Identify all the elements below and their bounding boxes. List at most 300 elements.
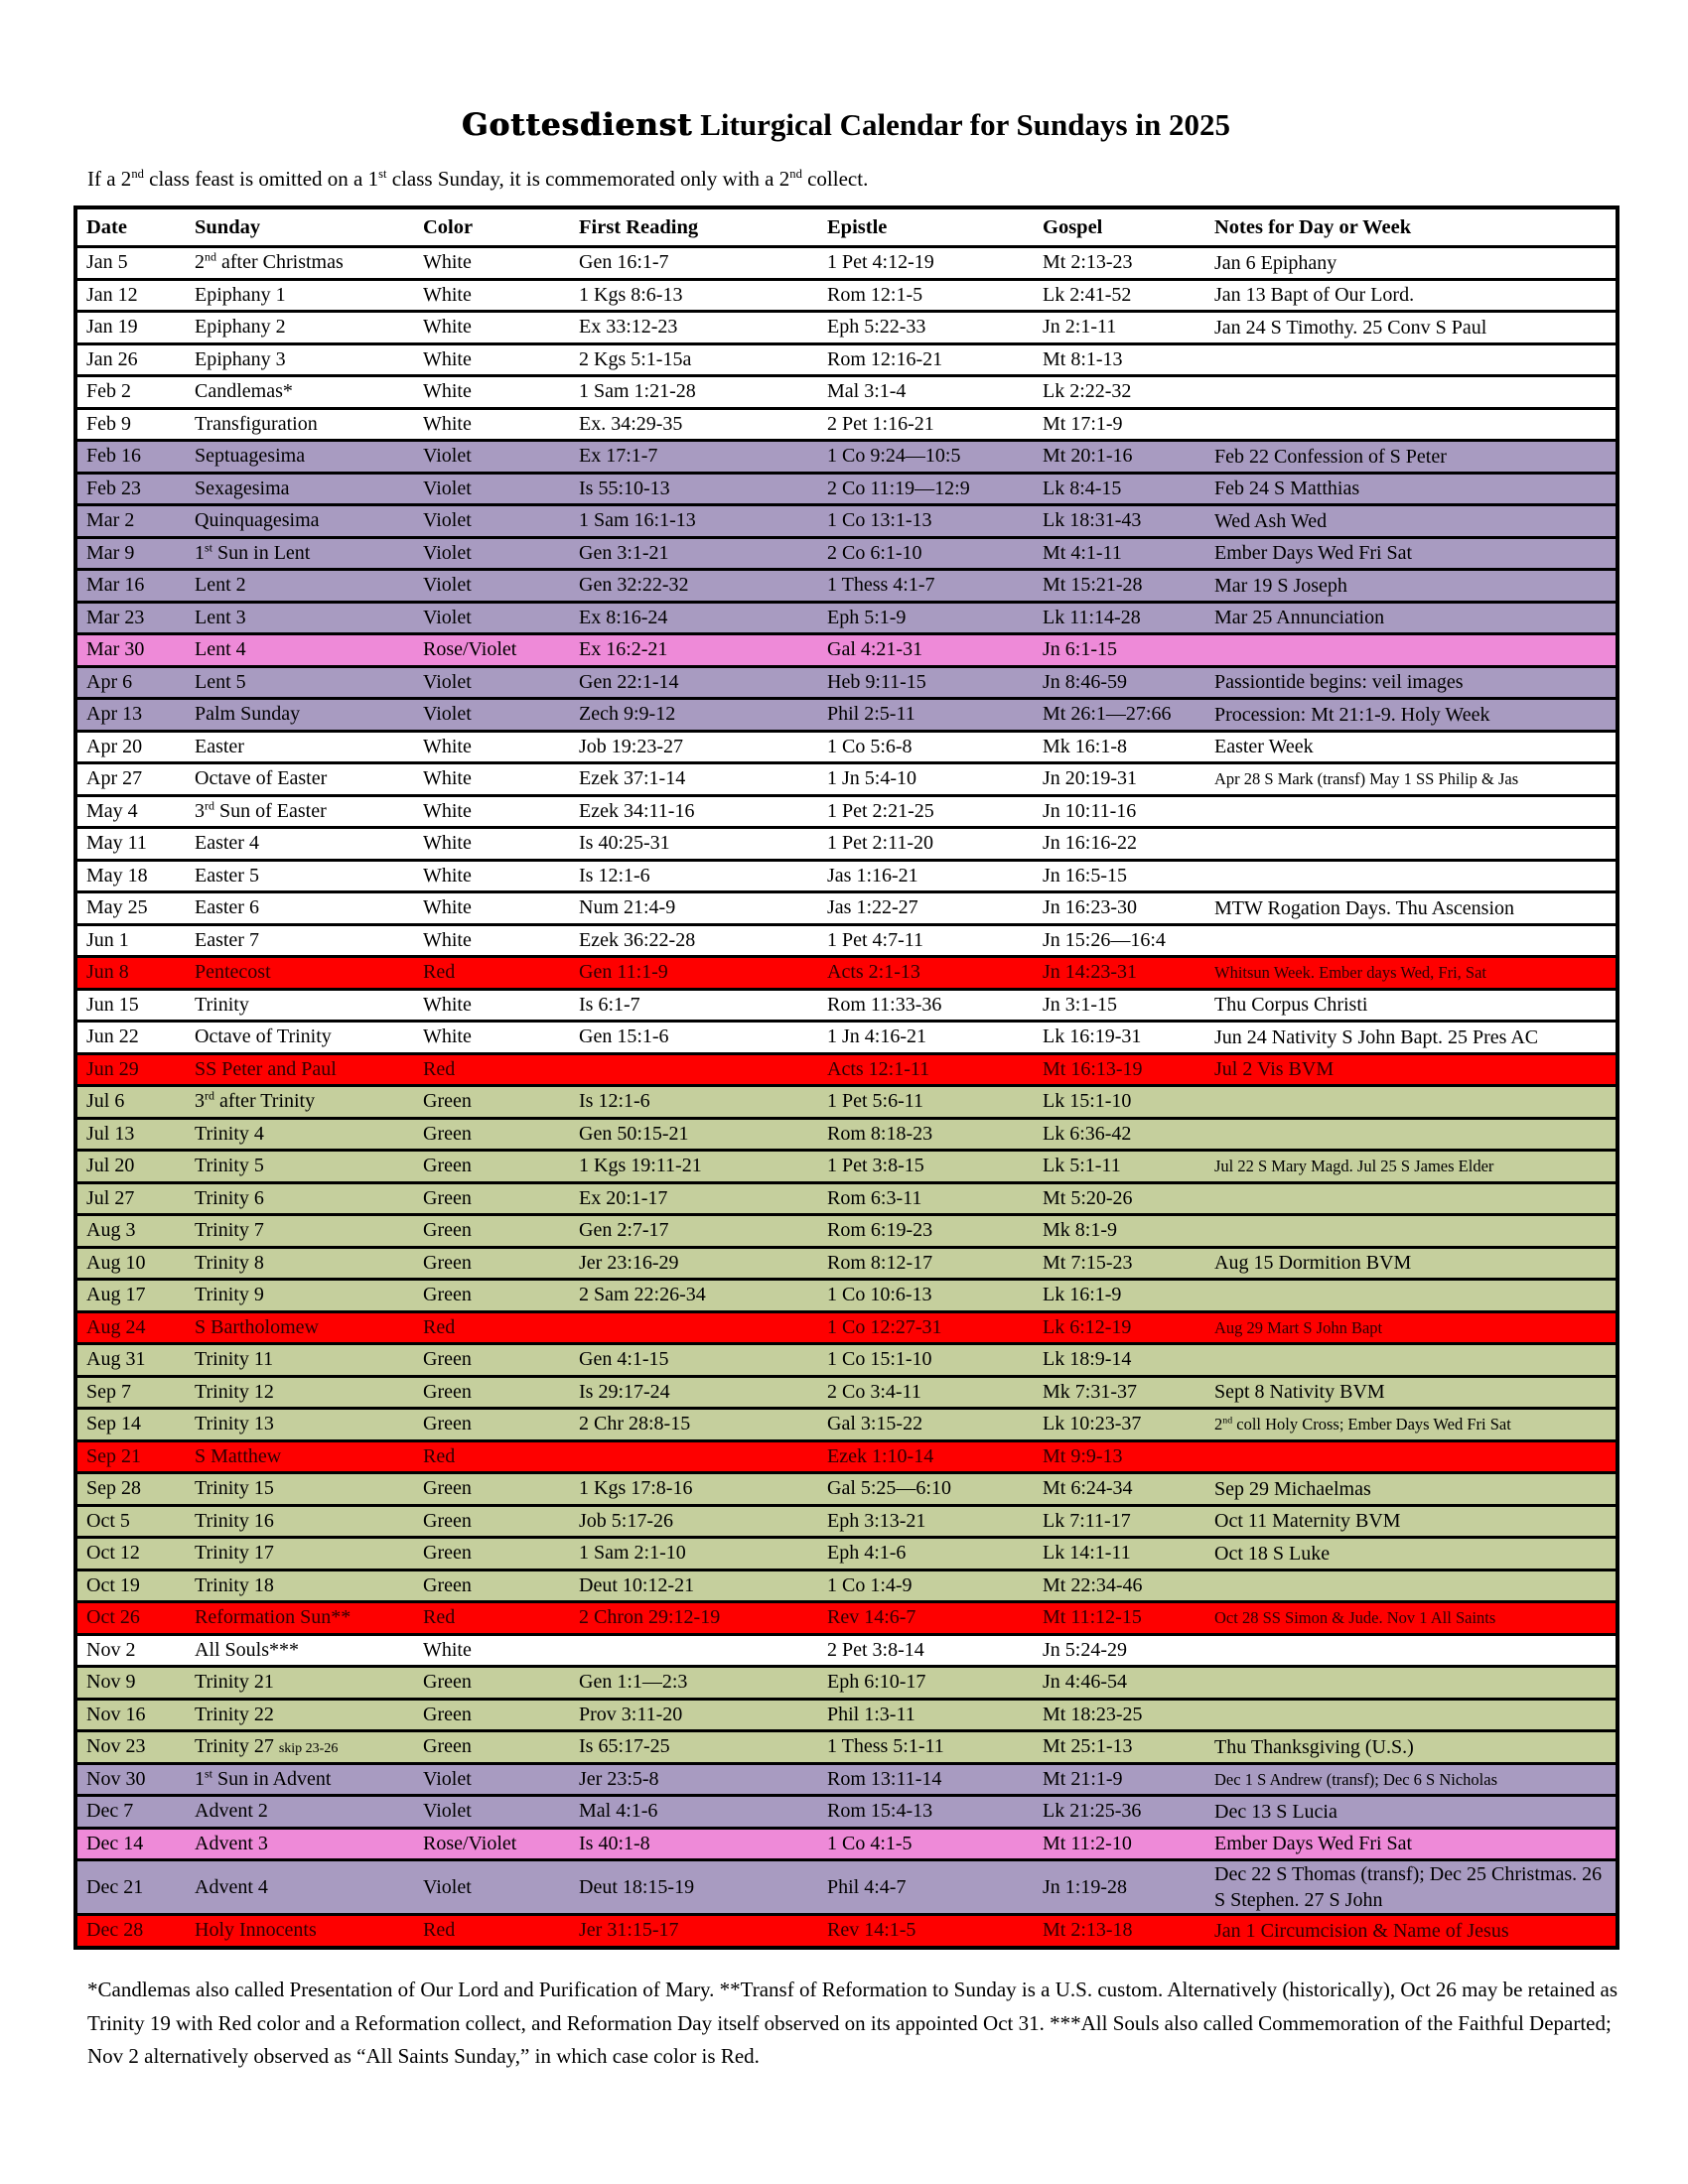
table-row	[75, 570, 1618, 603]
date-cell: Apr 27	[75, 763, 186, 796]
notes-cell	[1205, 1215, 1618, 1248]
sunday-cell: Lent 4	[186, 634, 414, 667]
sunday-cell: 2nd after Christmas	[186, 247, 414, 280]
date-cell: Feb 2	[75, 376, 186, 409]
first-reading-cell: Ex 17:1-7	[570, 441, 818, 474]
sunday-cell: Holy Innocents	[186, 1915, 414, 1948]
color-cell: White	[414, 408, 570, 441]
title-brand: Gottesdienst	[462, 107, 693, 143]
epistle-cell: 1 Co 1:4-9	[818, 1570, 1034, 1602]
gospel-cell: Lk 8:4-15	[1034, 473, 1205, 505]
sunday-cell: Epiphany 3	[186, 343, 414, 376]
sunday-cell: Reformation Sun**	[186, 1602, 414, 1635]
date-cell: Nov 30	[75, 1763, 186, 1796]
date-cell: May 25	[75, 892, 186, 925]
gospel-cell: Lk 15:1-10	[1034, 1086, 1205, 1119]
gospel-cell: Lk 18:9-14	[1034, 1344, 1205, 1377]
table-row	[75, 989, 1618, 1022]
date-cell: Aug 24	[75, 1311, 186, 1344]
color-cell: Violet	[414, 473, 570, 505]
epistle-cell: 2 Pet 3:8-14	[818, 1634, 1034, 1667]
table-row	[75, 1215, 1618, 1248]
first-reading-cell: Gen 16:1-7	[570, 247, 818, 280]
color-cell: White	[414, 279, 570, 312]
column-header: Notes for Day or Week	[1205, 207, 1618, 247]
date-cell: Sep 7	[75, 1376, 186, 1409]
column-header: Sunday	[186, 207, 414, 247]
date-cell: Jun 8	[75, 957, 186, 990]
epistle-cell: Rom 12:16-21	[818, 343, 1034, 376]
date-cell: Apr 20	[75, 731, 186, 763]
date-cell: Jun 15	[75, 989, 186, 1022]
epistle-cell: Rom 8:18-23	[818, 1118, 1034, 1151]
table-row	[75, 505, 1618, 538]
column-header: Gospel	[1034, 207, 1205, 247]
first-reading-cell	[570, 1440, 818, 1473]
date-cell: Oct 12	[75, 1538, 186, 1570]
first-reading-cell: Is 40:1-8	[570, 1828, 818, 1860]
page-title	[73, 107, 1618, 143]
sunday-cell: Trinity 21	[186, 1667, 414, 1700]
epistle-cell: 2 Co 6:1-10	[818, 537, 1034, 570]
gospel-cell: Mk 16:1-8	[1034, 731, 1205, 763]
notes-cell	[1205, 343, 1618, 376]
epistle-cell: 1 Co 13:1-13	[818, 505, 1034, 538]
gospel-cell: Mk 8:1-9	[1034, 1215, 1205, 1248]
gospel-cell: Jn 2:1-11	[1034, 312, 1205, 344]
first-reading-cell: Job 5:17-26	[570, 1505, 818, 1538]
table-row	[75, 666, 1618, 699]
table-row	[75, 731, 1618, 763]
color-cell: Red	[414, 1440, 570, 1473]
notes-cell: MTW Rogation Days. Thu Ascension	[1205, 892, 1618, 925]
sunday-cell: 3rd after Trinity	[186, 1086, 414, 1119]
calendar-table	[73, 205, 1619, 1950]
color-cell: White	[414, 989, 570, 1022]
first-reading-cell: Is 55:10-13	[570, 473, 818, 505]
gospel-cell: Jn 10:11-16	[1034, 795, 1205, 828]
gospel-cell: Mt 18:23-25	[1034, 1699, 1205, 1731]
sunday-cell: Trinity 9	[186, 1280, 414, 1312]
title-rest: Liturgical Calendar for Sundays in 2025	[692, 107, 1230, 142]
epistle-cell: Rom 13:11-14	[818, 1763, 1034, 1796]
epistle-cell: Eph 6:10-17	[818, 1667, 1034, 1700]
gospel-cell: Mt 11:2-10	[1034, 1828, 1205, 1860]
sunday-cell: Trinity	[186, 989, 414, 1022]
table-row	[75, 1699, 1618, 1731]
column-header: Color	[414, 207, 570, 247]
epistle-cell: 1 Co 12:27-31	[818, 1311, 1034, 1344]
table-row	[75, 1409, 1618, 1441]
gospel-cell: Jn 4:46-54	[1034, 1667, 1205, 1700]
sunday-cell: Trinity 8	[186, 1247, 414, 1280]
gospel-cell: Mt 21:1-9	[1034, 1763, 1205, 1796]
epistle-cell: Phil 1:3-11	[818, 1699, 1034, 1731]
table-row	[75, 376, 1618, 409]
notes-cell	[1205, 1182, 1618, 1215]
notes-cell: Oct 18 S Luke	[1205, 1538, 1618, 1570]
color-cell: Green	[414, 1182, 570, 1215]
notes-cell	[1205, 376, 1618, 409]
notes-cell	[1205, 1118, 1618, 1151]
notes-cell: Oct 28 SS Simon & Jude. Nov 1 All Saints	[1205, 1602, 1618, 1635]
date-cell: Apr 13	[75, 699, 186, 732]
color-cell: White	[414, 1634, 570, 1667]
gospel-cell: Mt 6:24-34	[1034, 1473, 1205, 1506]
first-reading-cell: Gen 50:15-21	[570, 1118, 818, 1151]
first-reading-cell: Ex. 34:29-35	[570, 408, 818, 441]
notes-cell: Thu Thanksgiving (U.S.)	[1205, 1731, 1618, 1764]
notes-cell: Mar 25 Annunciation	[1205, 602, 1618, 634]
epistle-cell: Rom 8:12-17	[818, 1247, 1034, 1280]
first-reading-cell: Is 29:17-24	[570, 1376, 818, 1409]
epistle-cell: Phil 2:5-11	[818, 699, 1034, 732]
gospel-cell: Jn 20:19-31	[1034, 763, 1205, 796]
first-reading-cell: Num 21:4-9	[570, 892, 818, 925]
sunday-cell: Octave of Easter	[186, 763, 414, 796]
gospel-cell: Mt 20:1-16	[1034, 441, 1205, 474]
color-cell: Green	[414, 1570, 570, 1602]
sunday-cell: Easter 7	[186, 924, 414, 957]
notes-cell	[1205, 408, 1618, 441]
sunday-cell: Sexagesima	[186, 473, 414, 505]
date-cell: Sep 21	[75, 1440, 186, 1473]
table-row	[75, 408, 1618, 441]
gospel-cell: Jn 6:1-15	[1034, 634, 1205, 667]
sunday-cell: Candlemas*	[186, 376, 414, 409]
notes-cell	[1205, 1699, 1618, 1731]
table-row	[75, 1118, 1618, 1151]
notes-cell	[1205, 828, 1618, 861]
notes-cell: Oct 11 Maternity BVM	[1205, 1505, 1618, 1538]
gospel-cell: Mt 2:13-23	[1034, 247, 1205, 280]
date-cell: Jan 12	[75, 279, 186, 312]
epistle-cell: 1 Co 4:1-5	[818, 1828, 1034, 1860]
gospel-cell: Jn 14:23-31	[1034, 957, 1205, 990]
notes-cell	[1205, 1570, 1618, 1602]
sunday-cell: Octave of Trinity	[186, 1022, 414, 1054]
epistle-cell: 1 Pet 4:12-19	[818, 247, 1034, 280]
first-reading-cell: Deut 18:15-19	[570, 1860, 818, 1915]
gospel-cell: Jn 16:16-22	[1034, 828, 1205, 861]
gospel-cell: Jn 3:1-15	[1034, 989, 1205, 1022]
color-cell: Red	[414, 1915, 570, 1948]
gospel-cell: Mt 5:20-26	[1034, 1182, 1205, 1215]
header-row	[75, 207, 1618, 247]
first-reading-cell: Ex 8:16-24	[570, 602, 818, 634]
date-cell: Jan 26	[75, 343, 186, 376]
table-row	[75, 1505, 1618, 1538]
notes-cell: 2nd coll Holy Cross; Ember Days Wed Fri Sat	[1205, 1409, 1618, 1441]
epistle-cell: Gal 3:15-22	[818, 1409, 1034, 1441]
first-reading-cell: 1 Kgs 17:8-16	[570, 1473, 818, 1506]
table-row	[75, 1182, 1618, 1215]
notes-cell: Procession: Mt 21:1-9. Holy Week	[1205, 699, 1618, 732]
date-cell: Mar 9	[75, 537, 186, 570]
date-cell: Nov 2	[75, 1634, 186, 1667]
notes-cell: Jul 22 S Mary Magd. Jul 25 S James Elder	[1205, 1151, 1618, 1183]
epistle-cell: Rev 14:1-5	[818, 1915, 1034, 1948]
gospel-cell: Mt 17:1-9	[1034, 408, 1205, 441]
gospel-cell: Mt 9:9-13	[1034, 1440, 1205, 1473]
date-cell: Jun 22	[75, 1022, 186, 1054]
first-reading-cell: 1 Kgs 19:11-21	[570, 1151, 818, 1183]
sunday-cell: Trinity 13	[186, 1409, 414, 1441]
notes-cell: Feb 24 S Matthias	[1205, 473, 1618, 505]
gospel-cell: Lk 10:23-37	[1034, 1409, 1205, 1441]
color-cell: Red	[414, 1602, 570, 1635]
epistle-cell: 1 Thess 5:1-11	[818, 1731, 1034, 1764]
sunday-cell: S Matthew	[186, 1440, 414, 1473]
color-cell: Red	[414, 1053, 570, 1086]
subtitle: If a 2nd class feast is omitted on a 1st class Sunday, it is commemorated only with a 2nd collect.	[87, 167, 869, 191]
color-cell: White	[414, 731, 570, 763]
notes-cell: Sept 8 Nativity BVM	[1205, 1376, 1618, 1409]
epistle-cell: Gal 5:25—6:10	[818, 1473, 1034, 1506]
date-cell: Jul 6	[75, 1086, 186, 1119]
table-row	[75, 473, 1618, 505]
notes-cell: Wed Ash Wed	[1205, 505, 1618, 538]
sunday-cell: Trinity 27 skip 23-26	[186, 1731, 414, 1764]
color-cell: Violet	[414, 699, 570, 732]
gospel-cell: Mk 7:31-37	[1034, 1376, 1205, 1409]
first-reading-cell: Zech 9:9-12	[570, 699, 818, 732]
sunday-cell: Epiphany 2	[186, 312, 414, 344]
notes-cell	[1205, 860, 1618, 892]
table-row	[75, 247, 1618, 280]
first-reading-cell: Is 6:1-7	[570, 989, 818, 1022]
date-cell: Jul 20	[75, 1151, 186, 1183]
gospel-cell: Mt 11:12-15	[1034, 1602, 1205, 1635]
color-cell: Green	[414, 1409, 570, 1441]
footnote: *Candlemas also called Presentation of Our Lord and Purification of Mary. **Transf of Reformation to Sunday is a U.S. custom. Alternatively (historically), Oct 26 may be retained as Trinity 19 with Red color and a Reformation collect, and Reformation Day itself observed on its appointed Oct 31. ***All Souls also called Commemoration of the Faithful Departed; Nov 2 alternatively observed as “All Saints Sunday,” in which case color is Red.	[87, 1978, 1618, 2069]
color-cell: Rose/Violet	[414, 1828, 570, 1860]
color-cell: Rose/Violet	[414, 634, 570, 667]
notes-cell: Ember Days Wed Fri Sat	[1205, 1828, 1618, 1860]
table-row	[75, 1763, 1618, 1796]
gospel-cell: Lk 6:36-42	[1034, 1118, 1205, 1151]
epistle-cell: 1 Pet 5:6-11	[818, 1086, 1034, 1119]
first-reading-cell	[570, 1634, 818, 1667]
notes-cell: Jan 13 Bapt of Our Lord.	[1205, 279, 1618, 312]
sunday-cell: Epiphany 1	[186, 279, 414, 312]
notes-cell	[1205, 634, 1618, 667]
color-cell: White	[414, 343, 570, 376]
gospel-cell: Lk 2:41-52	[1034, 279, 1205, 312]
epistle-cell: Eph 4:1-6	[818, 1538, 1034, 1570]
gospel-cell: Jn 15:26—16:4	[1034, 924, 1205, 957]
color-cell: White	[414, 763, 570, 796]
sunday-cell: Trinity 17	[186, 1538, 414, 1570]
table-row	[75, 1570, 1618, 1602]
sunday-cell: 1st Sun in Lent	[186, 537, 414, 570]
notes-cell: Jan 1 Circumcision & Name of Jesus	[1205, 1915, 1618, 1948]
epistle-cell: Gal 4:21-31	[818, 634, 1034, 667]
date-cell: Jul 13	[75, 1118, 186, 1151]
notes-cell: Sep 29 Michaelmas	[1205, 1473, 1618, 1506]
color-cell: Green	[414, 1667, 570, 1700]
epistle-cell: Eph 3:13-21	[818, 1505, 1034, 1538]
table-row	[75, 1247, 1618, 1280]
epistle-cell: Heb 9:11-15	[818, 666, 1034, 699]
first-reading-cell	[570, 1311, 818, 1344]
sunday-cell: Easter	[186, 731, 414, 763]
date-cell: Sep 28	[75, 1473, 186, 1506]
epistle-cell: 1 Pet 2:11-20	[818, 828, 1034, 861]
color-cell: White	[414, 828, 570, 861]
first-reading-cell: 2 Kgs 5:1-15a	[570, 343, 818, 376]
color-cell: Green	[414, 1731, 570, 1764]
table-row	[75, 1731, 1618, 1764]
first-reading-cell: 1 Sam 1:21-28	[570, 376, 818, 409]
gospel-cell: Mt 8:1-13	[1034, 343, 1205, 376]
epistle-cell: Rev 14:6-7	[818, 1602, 1034, 1635]
date-cell: Aug 3	[75, 1215, 186, 1248]
gospel-cell: Jn 16:5-15	[1034, 860, 1205, 892]
table-row	[75, 312, 1618, 344]
first-reading-cell: 2 Sam 22:26-34	[570, 1280, 818, 1312]
epistle-cell: 2 Pet 1:16-21	[818, 408, 1034, 441]
first-reading-cell: Ex 20:1-17	[570, 1182, 818, 1215]
first-reading-cell: Gen 3:1-21	[570, 537, 818, 570]
color-cell: White	[414, 376, 570, 409]
color-cell: Green	[414, 1118, 570, 1151]
epistle-cell: 1 Thess 4:1-7	[818, 570, 1034, 603]
notes-cell: Dec 22 S Thomas (transf); Dec 25 Christmas. 26 S Stephen. 27 S John	[1205, 1860, 1618, 1915]
table-row	[75, 602, 1618, 634]
gospel-cell: Lk 6:12-19	[1034, 1311, 1205, 1344]
date-cell: Sep 14	[75, 1409, 186, 1441]
notes-cell: Easter Week	[1205, 731, 1618, 763]
table-row	[75, 957, 1618, 990]
sunday-cell: Lent 5	[186, 666, 414, 699]
color-cell: Violet	[414, 1796, 570, 1829]
table-row	[75, 279, 1618, 312]
first-reading-cell: Jer 31:15-17	[570, 1915, 818, 1948]
table-row	[75, 1344, 1618, 1377]
gospel-cell: Lk 21:25-36	[1034, 1796, 1205, 1829]
color-cell: Violet	[414, 505, 570, 538]
epistle-cell: 1 Pet 3:8-15	[818, 1151, 1034, 1183]
table-row	[75, 892, 1618, 925]
notes-cell	[1205, 1440, 1618, 1473]
notes-cell: Dec 13 S Lucia	[1205, 1796, 1618, 1829]
table-row	[75, 1376, 1618, 1409]
color-cell: White	[414, 795, 570, 828]
first-reading-cell: Is 12:1-6	[570, 860, 818, 892]
epistle-cell: Rom 6:3-11	[818, 1182, 1034, 1215]
notes-cell: Ember Days Wed Fri Sat	[1205, 537, 1618, 570]
sunday-cell: All Souls***	[186, 1634, 414, 1667]
first-reading-cell: Gen 2:7-17	[570, 1215, 818, 1248]
date-cell: Mar 23	[75, 602, 186, 634]
first-reading-cell: Gen 15:1-6	[570, 1022, 818, 1054]
first-reading-cell: Deut 10:12-21	[570, 1570, 818, 1602]
gospel-cell: Jn 8:46-59	[1034, 666, 1205, 699]
sunday-cell: Trinity 11	[186, 1344, 414, 1377]
epistle-cell: 2 Co 11:19—12:9	[818, 473, 1034, 505]
date-cell: Nov 9	[75, 1667, 186, 1700]
gospel-cell: Lk 7:11-17	[1034, 1505, 1205, 1538]
notes-cell: Whitsun Week. Ember days Wed, Fri, Sat	[1205, 957, 1618, 990]
sunday-cell: Easter 5	[186, 860, 414, 892]
first-reading-cell: Gen 4:1-15	[570, 1344, 818, 1377]
notes-cell: Feb 22 Confession of S Peter	[1205, 441, 1618, 474]
first-reading-cell: Prov 3:11-20	[570, 1699, 818, 1731]
color-cell: Green	[414, 1247, 570, 1280]
gospel-cell: Lk 16:19-31	[1034, 1022, 1205, 1054]
sunday-cell: Trinity 6	[186, 1182, 414, 1215]
color-cell: Green	[414, 1538, 570, 1570]
sunday-cell: Advent 3	[186, 1828, 414, 1860]
table-row	[75, 1311, 1618, 1344]
epistle-cell: 2 Co 3:4-11	[818, 1376, 1034, 1409]
date-cell: Aug 17	[75, 1280, 186, 1312]
table-row	[75, 634, 1618, 667]
color-cell: Violet	[414, 1860, 570, 1915]
date-cell: Feb 23	[75, 473, 186, 505]
color-cell: Violet	[414, 666, 570, 699]
color-cell: White	[414, 247, 570, 280]
first-reading-cell: Gen 1:1—2:3	[570, 1667, 818, 1700]
notes-cell: Jan 6 Epiphany	[1205, 247, 1618, 280]
date-cell: Oct 26	[75, 1602, 186, 1635]
table-row	[75, 1538, 1618, 1570]
first-reading-cell: Ezek 34:11-16	[570, 795, 818, 828]
date-cell: Jan 19	[75, 312, 186, 344]
color-cell: Violet	[414, 441, 570, 474]
notes-cell: Aug 15 Dormition BVM	[1205, 1247, 1618, 1280]
color-cell: Violet	[414, 570, 570, 603]
table-row	[75, 699, 1618, 732]
sunday-cell: Advent 2	[186, 1796, 414, 1829]
date-cell: Jan 5	[75, 247, 186, 280]
notes-cell	[1205, 1667, 1618, 1700]
table-header	[75, 207, 1618, 247]
column-header: First Reading	[570, 207, 818, 247]
notes-cell: Passiontide begins: veil images	[1205, 666, 1618, 699]
sunday-cell: Trinity 4	[186, 1118, 414, 1151]
color-cell: Red	[414, 957, 570, 990]
color-cell: Green	[414, 1505, 570, 1538]
gospel-cell: Mt 26:1—27:66	[1034, 699, 1205, 732]
color-cell: White	[414, 1022, 570, 1054]
notes-cell	[1205, 1086, 1618, 1119]
column-header: Date	[75, 207, 186, 247]
notes-cell	[1205, 795, 1618, 828]
date-cell: Dec 14	[75, 1828, 186, 1860]
notes-cell: Jul 2 Vis BVM	[1205, 1053, 1618, 1086]
first-reading-cell: Job 19:23-27	[570, 731, 818, 763]
first-reading-cell: Gen 22:1-14	[570, 666, 818, 699]
date-cell: Nov 16	[75, 1699, 186, 1731]
table-row	[75, 1086, 1618, 1119]
color-cell: Green	[414, 1086, 570, 1119]
sunday-cell: Pentecost	[186, 957, 414, 990]
first-reading-cell: Ezek 37:1-14	[570, 763, 818, 796]
table-row	[75, 1860, 1618, 1915]
sunday-cell: Quinquagesima	[186, 505, 414, 538]
first-reading-cell: Jer 23:5-8	[570, 1763, 818, 1796]
table-row	[75, 795, 1618, 828]
sunday-cell: Trinity 16	[186, 1505, 414, 1538]
date-cell: Nov 23	[75, 1731, 186, 1764]
table-row	[75, 1602, 1618, 1635]
sunday-cell: Trinity 5	[186, 1151, 414, 1183]
table-row	[75, 1022, 1618, 1054]
color-cell: White	[414, 860, 570, 892]
epistle-cell: 1 Co 5:6-8	[818, 731, 1034, 763]
